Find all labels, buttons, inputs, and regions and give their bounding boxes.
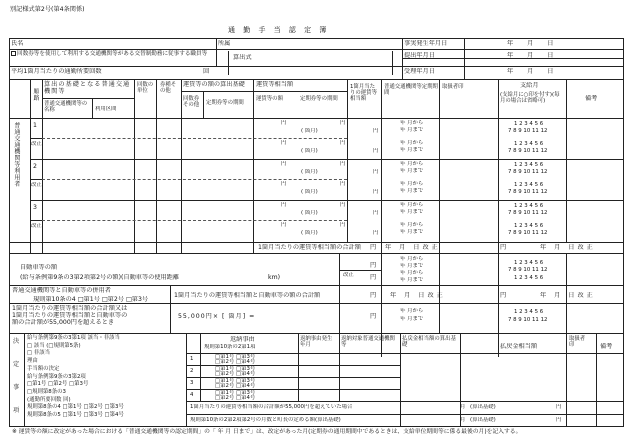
fare-months: ( 箇月)	[301, 210, 318, 216]
route-revised-tag: 改正	[31, 141, 42, 147]
return-row-number: 2	[190, 368, 194, 374]
car-km: km)	[268, 274, 281, 281]
return-checkbox-row[interactable]: □第2号 □第4号	[215, 359, 256, 365]
remark-col: 取扱者印	[569, 336, 586, 349]
col-notes: 備考	[585, 95, 598, 102]
pay-months-b[interactable]: 7 8 9 10 11 12	[508, 148, 548, 154]
monthly-yen: 円	[373, 189, 379, 195]
rule-calc-base: (算出基礎)	[470, 417, 496, 423]
col-period-2: 定期券等の期間	[300, 96, 338, 102]
car-title: 自動車等の額	[20, 264, 58, 271]
receive-date-value: 年 月 日	[507, 68, 560, 75]
return-checkbox-row[interactable]: □第2号 □第4号	[215, 383, 256, 389]
avg-trips-label: 平均1箇月当たりの通勤所要回数	[11, 68, 102, 75]
sum-yen-2: 円	[500, 244, 507, 251]
monthly-yen: 円	[373, 230, 379, 236]
period-to: 年 月まで	[400, 168, 424, 174]
car-from-2: 年 月から	[400, 270, 424, 276]
submit-date-value: 年 月 日	[507, 52, 560, 59]
fare-yen: 円	[281, 202, 287, 208]
event-date-value: 年 月 日	[507, 40, 560, 47]
combo-sub: 規則第10条の4 □第1号 □第2号 □第3号	[33, 296, 149, 303]
period-to: 年 月まで	[400, 127, 424, 133]
fare-yen: 円	[281, 222, 287, 228]
monthly-yen: 円	[373, 210, 379, 216]
col-pay-month-sub: (支給月に○印を付す)(毎月の場合は省略可)	[500, 92, 560, 105]
over-yen-end: 円	[556, 404, 562, 410]
footnote: ※ 運賃等の額に改定があった場合における「普通交通機関等の認定期間」の「 年 月 日まで」は、改定があった月(定期券の通用期間中であるときは、支給単位期間等に係る最後の月)を記入する。	[12, 429, 522, 435]
period-from: 年 月から	[400, 161, 424, 167]
return-checkbox-row[interactable]: □第2号 □第4号	[215, 395, 256, 401]
sum-date: 年 月 日改正	[385, 244, 441, 251]
car-to-1: 年 月まで	[400, 263, 424, 269]
return-checkbox-row[interactable]: □第1号 □第3号	[215, 390, 256, 396]
shift-worker-checkbox[interactable]: 回数券等を使用して利用する交通機関等がある交替制勤務に従事する職員等	[11, 51, 213, 57]
pay-months-b[interactable]: 7 8 9 10 11 12	[508, 169, 548, 175]
refund-col: 払戻金相当額	[500, 343, 538, 350]
over-month: 月	[460, 404, 466, 410]
pay-months-a[interactable]: 1 2 3 4 5 6	[514, 162, 544, 168]
over-yen: 円	[370, 313, 377, 320]
calc-formula-label: 算出式	[233, 54, 252, 61]
period-to: 年 月まで	[400, 147, 424, 153]
return-row-number: 4	[190, 392, 194, 398]
over-text-2: 1箇月当たりの運賃等相当額と自動車等の	[12, 312, 128, 319]
combo-title: 普通交通機関等と自動車等の併用者	[12, 287, 111, 294]
col-remark: 取扱者印	[442, 84, 464, 90]
event-date-label: 事実発生年月日	[404, 40, 448, 47]
fare-months: ( 箇月)	[301, 189, 318, 195]
pay-months-b[interactable]: 7 8 9 10 11 12	[508, 230, 548, 236]
route-number: 2	[33, 163, 37, 170]
decision-side-4: 項	[13, 407, 20, 414]
over-formula: 55,000円× [ 箇月] =	[178, 313, 256, 320]
monthly-yen: 円	[373, 169, 379, 175]
pay-months-a[interactable]: 1 2 3 4 5 6	[514, 223, 544, 229]
col-pay-month: 支給月	[520, 82, 539, 89]
fare-yen: 円	[281, 140, 287, 146]
sum-yen: 円	[370, 244, 377, 251]
col-fare-basic: 運賃等の額の算出基礎	[183, 81, 245, 88]
return-row-number: 1	[190, 356, 194, 362]
col-fare-relation: 運賃等相当額	[256, 81, 294, 88]
refund-amount: 払戻金相当額の算出基礎	[402, 336, 456, 349]
rule-month: 月	[460, 417, 466, 423]
route-revised-tag: 改正	[31, 223, 42, 229]
form-number: 別記様式第2号(第4条関係)	[10, 6, 85, 13]
pay-months-b[interactable]: 7 8 9 10 11 12	[508, 189, 548, 195]
fare-yen-2: 円	[340, 120, 346, 126]
car-to-2: 年 月まで	[400, 277, 424, 283]
route-number: 1	[33, 122, 37, 129]
fare-yen: 円	[281, 161, 287, 167]
car-sub: (給与条例第9条の3第2項第2号の額)(自動車等の使用距離	[20, 274, 180, 281]
period-from: 年 月から	[400, 222, 424, 228]
over-calc-base: (算出基礎)	[470, 404, 496, 410]
checkbox-icon	[11, 51, 16, 56]
monthly-yen: 円	[373, 148, 379, 154]
fare-yen-2: 円	[340, 202, 346, 208]
period-to: 年 月まで	[400, 188, 424, 194]
avg-trips-unit: 回	[203, 68, 210, 75]
pay-months-a[interactable]: 1 2 3 4 5 6	[514, 141, 544, 147]
car-yen: 円	[370, 262, 377, 269]
combo-date-2: 年 月 日改正	[540, 292, 596, 299]
fare-yen: 円	[281, 181, 287, 187]
car-yen-2: 円	[370, 274, 377, 281]
return-date: 返納事由発生年月	[300, 336, 333, 349]
fare-yen-2: 円	[340, 222, 346, 228]
fare-months: ( 箇月)	[301, 169, 318, 175]
period-from: 年 月から	[400, 181, 424, 187]
submit-date-label: 提出年月日	[404, 52, 435, 59]
combo-yen: 円	[370, 292, 377, 299]
col-ticket: 券種その他	[160, 82, 177, 95]
period-from: 年 月から	[400, 202, 424, 208]
car-from-1: 年 月から	[400, 256, 424, 262]
car-months-b: 7 8 9 10 11 12	[508, 267, 548, 273]
decision-side-3: 事	[13, 384, 20, 391]
fare-yen-2: 円	[340, 181, 346, 187]
fare-months: ( 箇月)	[301, 230, 318, 236]
route-number: 3	[33, 204, 37, 211]
return-checkbox-row[interactable]: □第2号 □第4号	[215, 371, 256, 377]
return-sub: 規則第10条の2第1項	[204, 344, 256, 350]
receive-date-label: 受理年月日	[404, 68, 435, 75]
car-kaisei: 改正	[343, 272, 354, 278]
name-label: 氏名	[11, 40, 24, 47]
col-ordinary-period: 普通交通機関等定期期間	[384, 84, 438, 97]
pay-months-a[interactable]: 1 2 3 4 5 6	[514, 203, 544, 209]
monthly-yen: 円	[373, 128, 379, 134]
rule-yen-end: 円	[556, 417, 562, 423]
pay-months-b[interactable]: 7 8 9 10 11 12	[508, 128, 548, 134]
page-title: 通 勤 手 当 認 定 簿	[228, 26, 330, 34]
sum-label: 1箇月当たりの運賃等相当額の合計額	[258, 244, 361, 251]
over-text-3: 額の合計額が55,000円を超えるとき	[12, 319, 115, 326]
col-fare-amount: 運賃等の額	[256, 96, 283, 102]
pay-months-a[interactable]: 1 2 3 4 5 6	[514, 121, 544, 127]
period-to: 年 月まで	[400, 209, 424, 215]
col-seq: 順路	[32, 88, 40, 102]
col-unit: 回数の単位	[137, 82, 154, 95]
fare-months: ( 箇月)	[301, 148, 318, 154]
sum-date-2: 年 月 日改正	[540, 244, 596, 251]
over-months-a: 1 2 3 4 5 6	[514, 309, 544, 315]
return-checkbox-row[interactable]: □第1号 □第3号	[215, 378, 256, 384]
period-from: 年 月から	[400, 140, 424, 146]
over-text-1: 1箇月当たりの運賃等相当額の合計額又は	[12, 305, 128, 312]
fare-yen: 円	[281, 120, 287, 126]
car-months-a: 1 2 3 4 5 6	[514, 260, 544, 266]
decision-side-1: 決	[13, 338, 20, 345]
pay-months-b[interactable]: 7 8 9 10 11 12	[508, 210, 548, 216]
route-revised-tag: 改正	[31, 182, 42, 188]
combo-date: 年 月 日改正	[390, 292, 446, 299]
return-row-number: 3	[190, 380, 194, 386]
fare-months: ( 箇月)	[301, 128, 318, 134]
combo-sum-label: 1箇月当たりの運賃等相当額と自動車等の額の合計額	[174, 292, 321, 299]
period-from: 年 月から	[400, 120, 424, 126]
over-months-b: 7 8 9 10 11 12	[508, 317, 548, 323]
decision-side-2: 定	[13, 361, 20, 368]
col-other: 回数券その他	[183, 96, 200, 109]
car-months-a-2: 1 2 3 4 5 6	[514, 275, 544, 281]
rule-note: 規則第10条の2第2項第2号の月数と町長の定める額(算出基礎)	[190, 417, 341, 423]
over-from: 年 月から	[400, 308, 424, 314]
return-title: 返納事由	[230, 336, 255, 343]
return-checkbox-row[interactable]: □第1号 □第3号	[215, 366, 256, 372]
combo-yen-2: 円	[500, 292, 507, 299]
col-basis-name: 普通交通機関等の名称	[44, 101, 88, 114]
col-basis: 算出の基礎となる普通交通機関等	[44, 81, 131, 96]
period-to: 年 月まで	[400, 229, 424, 235]
over-note: 1箇月当たりの運賃等相当額の合計額が55,000円を超えていた場合	[190, 404, 353, 410]
col-section: 利用区間	[95, 106, 117, 112]
notes-col: 備考	[600, 343, 613, 350]
over-to: 年 月まで	[400, 316, 424, 322]
decision-lines: 給与条例第9条の3第1項 該当・非該当 □ 該当 (□規則第5条) □ 非該当 理由 手当額の決定 給与条例第9条の3第2項 □第1号 □第2号 □第3号 □規則第8条の3 (通勤所要回数 回) 規則第8条の4 □第1号 □第2号 □第3号 規則第8条の5 □第1号 □第3号 □第4号	[27, 335, 124, 419]
side-label: 普通交通機関等利用者	[12, 122, 20, 187]
dept-label: 所属	[218, 40, 231, 47]
return-checkbox-row[interactable]: □第1号 □第3号	[215, 354, 256, 360]
fare-yen-2: 円	[340, 161, 346, 167]
col-period: 定期券等の期間	[206, 100, 244, 106]
fare-yen-2: 円	[340, 140, 346, 146]
pay-months-a[interactable]: 1 2 3 4 5 6	[514, 182, 544, 188]
col-monthly: 1箇月当たりの運賃等相当額	[350, 84, 377, 103]
refund-ticket: 返納対象普通交通機関等	[341, 336, 395, 349]
